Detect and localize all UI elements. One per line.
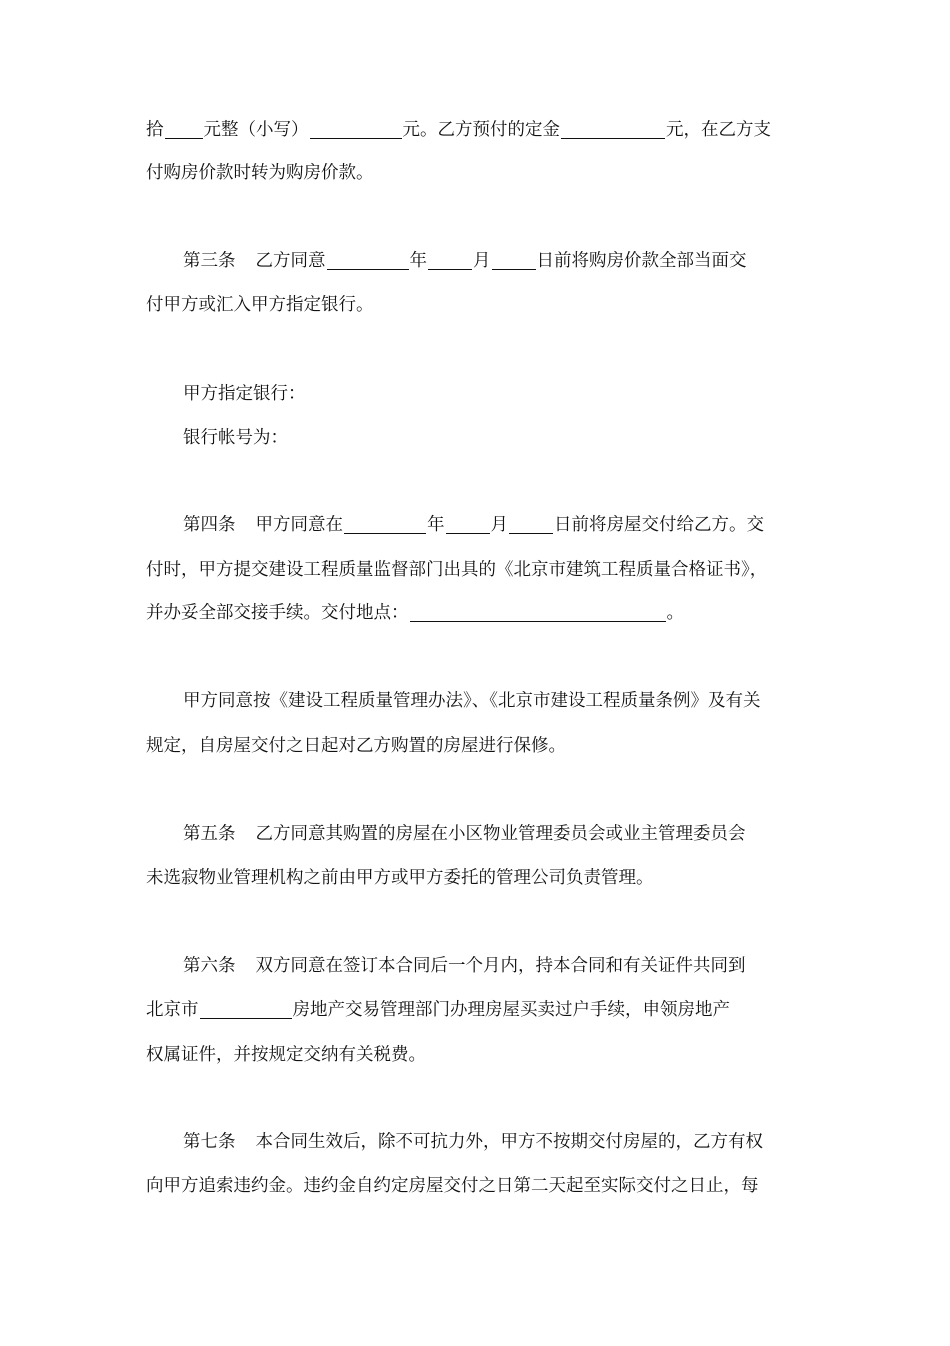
- article5-line2: 未选寂物业管理机构之前由甲方或甲方委托的管理公司负责管理。: [146, 868, 654, 888]
- blank-delivery-year: [344, 515, 426, 534]
- bank-account-number: 银行帐号为：: [183, 428, 288, 448]
- article7-line2: 向甲方追索违约金。违约金自约定房屋交付之日第二天起至实际交付之日止，每: [146, 1176, 759, 1196]
- blank-delivery-location: [410, 603, 666, 622]
- blank-delivery-month: [446, 515, 490, 534]
- article5-line1: 第五条 乙方同意其购置的房屋在小区物业管理委员会或业主管理委员会: [183, 824, 746, 844]
- blank-delivery-day: [509, 515, 553, 534]
- article6-line3: 权属证件，并按规定交纳有关税费。: [146, 1045, 426, 1065]
- article3-line2: 付甲方或汇入甲方指定银行。: [146, 295, 374, 315]
- blank-deposit: [561, 120, 665, 139]
- article3-label: 第三条: [183, 251, 236, 271]
- warranty-line1: 甲方同意按《建设工程质量管理办法》、《北京市建设工程质量条例》及有关: [183, 691, 761, 711]
- article7-label: 第七条: [183, 1132, 236, 1152]
- article4-line1: 第四条 甲方同意在 年 月 日前将房屋交付给乙方。交: [183, 515, 764, 535]
- blank-pay-year: [327, 251, 409, 270]
- article6-line1: 第六条 双方同意在签订本合同后一个月内，持本合同和有关证件共同到: [183, 956, 746, 976]
- article5-label: 第五条: [183, 824, 236, 844]
- warranty-line2: 规定，自房屋交付之日起对乙方购置的房屋进行保修。: [146, 736, 566, 756]
- article2-line1: 拾 元整（小写） 元。乙方预付的定金 元，在乙方支: [146, 120, 771, 140]
- blank-pay-month: [428, 251, 472, 270]
- blank-pay-day: [492, 251, 536, 270]
- article4-line3: 并办妥全部交接手续。交付地点： 。: [146, 603, 684, 623]
- article6-label: 第六条: [183, 956, 236, 976]
- blank-amount-figures: [310, 120, 402, 139]
- article4-line2: 付时，甲方提交建设工程质量监督部门出具的《北京市建筑工程质量合格证书》，: [146, 560, 768, 580]
- article7-line1: 第七条 本合同生效后，除不可抗力外，甲方不按期交付房屋的，乙方有权: [183, 1132, 763, 1152]
- article6-line2: 北京市 房地产交易管理部门办理房屋买卖过户手续，申领房地产: [146, 1000, 730, 1020]
- blank-amount-words: [165, 120, 203, 139]
- designated-bank: 甲方指定银行：: [183, 384, 306, 404]
- blank-district: [200, 1000, 292, 1019]
- article4-label: 第四条: [183, 515, 236, 535]
- article3-line1: 第三条 乙方同意 年 月 日前将购房价款全部当面交: [183, 251, 747, 271]
- article2-line2: 付购房价款时转为购房价款。: [146, 163, 374, 183]
